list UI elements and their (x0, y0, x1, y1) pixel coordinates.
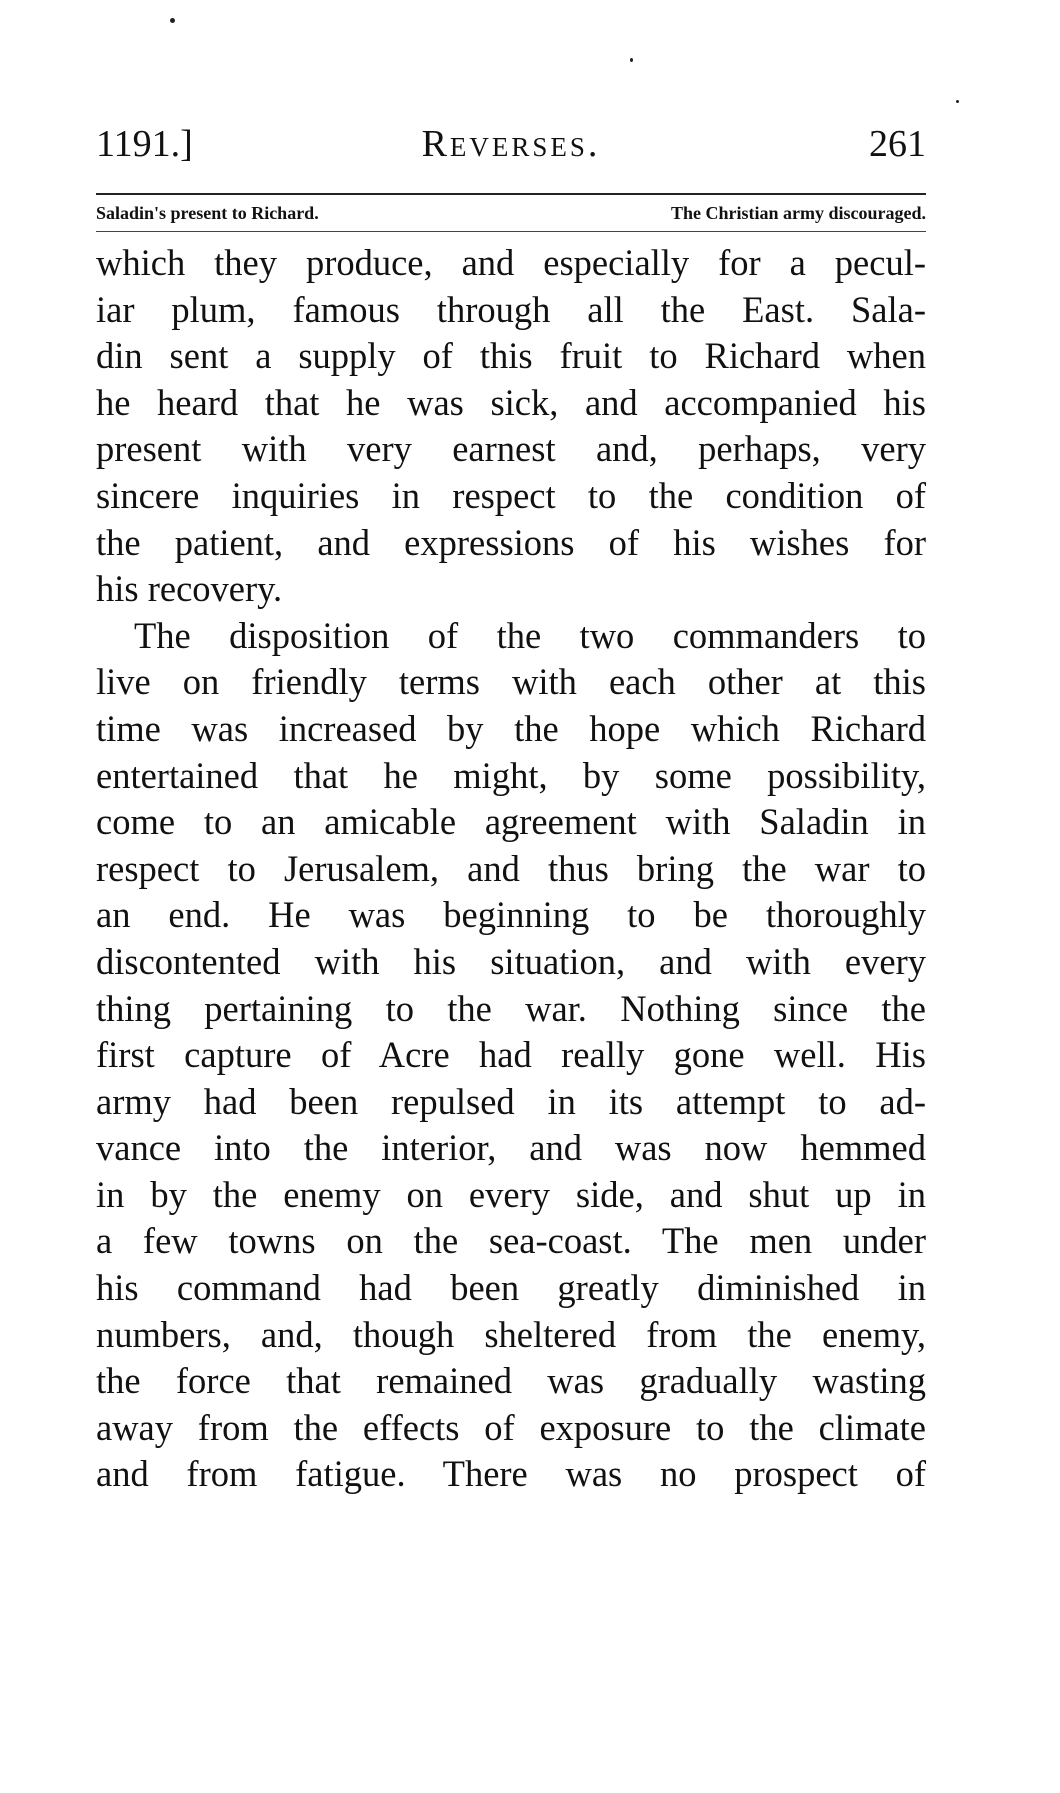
text-line: which they produce, and especially for a pecul- (96, 242, 926, 283)
header-year: 1191.] (96, 123, 193, 165)
text-line: entertained that he might, by some possibility, (96, 754, 926, 796)
sidehead-left: Saladin's present to Richard. (96, 203, 319, 223)
ink-speck (170, 18, 175, 23)
sidehead-rule (96, 231, 926, 232)
running-head (96, 118, 926, 170)
text-line: vance into the interior, and was now hemmed (96, 1127, 926, 1169)
text-line: The disposition of the two commanders to (134, 614, 926, 656)
text-line: the force that remained was gradually wasting (96, 1360, 926, 1402)
header-rule (96, 193, 926, 195)
text-line: time was increased by the hope which Richard (96, 707, 926, 749)
text-line: in by the enemy on every side, and shut up in (96, 1173, 926, 1215)
text-line: respect to Jerusalem, and thus bring the war to (96, 847, 926, 889)
text-line: a few towns on the sea-coast. The men under (96, 1220, 926, 1262)
paragraph (96, 613, 926, 1498)
body-text (96, 240, 926, 1498)
text-line: sincere inquiries in respect to the condition of (96, 474, 926, 516)
text-line: his recovery. (96, 568, 283, 610)
text-line: away from the effects of exposure to the climate (96, 1406, 926, 1448)
text-line: and from fatigue. There was no prospect of (96, 1453, 926, 1495)
ink-speck (630, 58, 633, 62)
text-line: numbers, and, though sheltered from the enemy, (96, 1313, 926, 1355)
text-line: first capture of Acre had really gone well. His (96, 1034, 926, 1076)
text-line: discontented with his situation, and with every (96, 940, 926, 982)
text-line: present with very earnest and, perhaps, very (96, 428, 926, 470)
paragraph (96, 240, 926, 613)
header-title: Reverses. (421, 123, 601, 165)
text-line: din sent a supply of this fruit to Richard when (96, 335, 926, 377)
text-line: iar plum, famous through all the East. Sala- (96, 288, 926, 330)
text-line: his command had been greatly diminished in (96, 1267, 926, 1309)
book-page (96, 0, 926, 1793)
text-line: come to an amicable agreement with Saladin in (96, 801, 926, 843)
text-line: the patient, and expressions of his wishes for (96, 521, 926, 563)
text-line: an end. He was beginning to be thoroughly (96, 894, 926, 936)
text-line: he heard that he was sick, and accompanied his (96, 381, 926, 423)
sidehead-right: The Christian army discouraged. (670, 203, 926, 223)
text-line: army had been repulsed in its attempt to ad- (96, 1080, 926, 1122)
side-headings (96, 198, 926, 228)
ink-speck (956, 100, 959, 103)
text-line: thing pertaining to the war. Nothing since the (96, 987, 926, 1029)
page-number: 261 (869, 123, 926, 165)
text-line: live on friendly terms with each other at this (96, 661, 926, 703)
